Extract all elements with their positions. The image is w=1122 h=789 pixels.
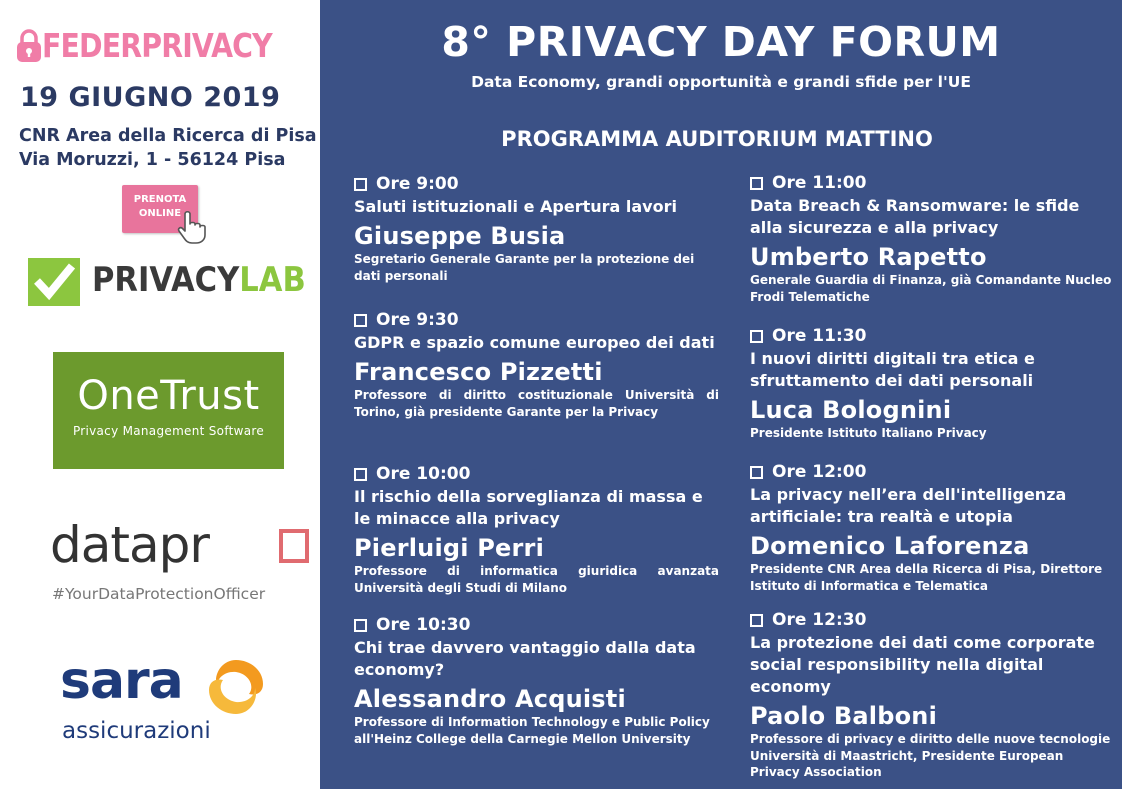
session-time-label: Ore 12:00 — [772, 462, 867, 482]
session-item — [750, 173, 1115, 305]
program-heading: PROGRAMMA AUDITORIUM MATTINO — [501, 127, 933, 151]
checkbox-icon — [354, 619, 367, 632]
session-time-label: Ore 9:00 — [376, 174, 459, 194]
session-item — [750, 462, 1115, 594]
session-time — [750, 462, 1115, 483]
privacylab-logo[interactable] — [28, 254, 306, 308]
session-speaker-role: Generale Guardia di Finanza, già Comandante Nucleo Frodi Telematiche — [750, 273, 1112, 304]
event-date: 19 GIUGNO 2019 — [20, 82, 281, 113]
session-time — [354, 615, 719, 636]
session-time — [354, 464, 719, 485]
federprivacy-logo[interactable] — [14, 24, 310, 68]
session-time — [750, 610, 1115, 631]
privacylab-part1: PRIVACY — [92, 260, 240, 300]
checkbox-icon — [750, 177, 763, 190]
event-venue — [19, 124, 317, 172]
datapro-wordmark: datapr — [50, 516, 209, 574]
session-topic: GDPR e spazio comune europeo dei dati — [354, 333, 715, 352]
session-item — [354, 615, 719, 747]
datapro-frame-icon — [279, 529, 309, 563]
session-time-label: Ore 10:00 — [376, 464, 471, 484]
checkbox-icon — [354, 468, 367, 481]
session-speaker-role: Segretario Generale Garante per la protezione dei dati personali — [354, 252, 695, 283]
forum-title: 8° PRIVACY DAY FORUM — [441, 18, 1001, 66]
session-time — [750, 326, 1115, 347]
privacylab-wordmark — [92, 260, 306, 300]
session-speaker-role: Professore di diritto costituzionale Università di Torino, già presidente Garante per la Privacy — [354, 388, 719, 419]
federprivacy-wordmark: FEDERPRIVACY — [42, 26, 272, 65]
session-time-label: Ore 10:30 — [376, 615, 471, 635]
venue-line-1: CNR Area della Ricerca di Pisa — [19, 126, 317, 146]
session-speaker: Paolo Balboni — [750, 702, 937, 730]
lock-icon — [14, 28, 44, 64]
session-topic: La protezione dei dati come corporate social responsibility nella digital economy — [750, 633, 1095, 696]
session-time-label: Ore 11:30 — [772, 326, 867, 346]
online-label: ONLINE — [138, 208, 182, 219]
session-time-label: Ore 11:00 — [772, 173, 867, 193]
onetrust-title: OneTrust — [77, 373, 260, 419]
session-topic: La privacy nell’era dell'intelligenza artificiale: tra realtà e utopia — [750, 485, 1067, 526]
session-speaker-role: Presidente CNR Area della Ricerca di Pisa, Direttore Istituto di Informatica e Telematica — [750, 562, 1103, 593]
onetrust-logo[interactable] — [53, 352, 284, 469]
prenota-label: PRENOTA — [133, 194, 187, 205]
venue-line-2: Via Moruzzi, 1 - 56124 Pisa — [19, 150, 286, 170]
checkbox-icon — [354, 314, 367, 327]
session-topic: Chi trae davvero vantaggio dalla data economy? — [354, 638, 696, 679]
session-item — [354, 174, 719, 284]
session-item — [354, 464, 719, 596]
session-speaker-role: Professore di informatica giuridica avanzata Università degli Studi di Milano — [354, 564, 719, 595]
sara-wordmark: sara — [60, 651, 183, 711]
session-time — [354, 174, 719, 195]
session-time-label: Ore 12:30 — [772, 610, 867, 630]
program-panel — [320, 0, 1122, 789]
session-topic: Data Breach & Ransomware: le sfide alla sicurezza e alla privacy — [750, 196, 1080, 237]
session-topic: Il rischio della sorveglianza di massa e le minacce alla privacy — [354, 487, 703, 528]
session-speaker: Giuseppe Busia — [354, 222, 566, 250]
sara-logo[interactable] — [60, 650, 280, 750]
session-topic: Saluti istituzionali e Apertura lavori — [354, 197, 677, 216]
sara-subtitle: assicurazioni — [62, 718, 211, 744]
session-item — [354, 310, 719, 420]
onetrust-subtitle: Privacy Management Software — [72, 424, 265, 438]
session-speaker: Pierluigi Perri — [354, 534, 544, 562]
session-time — [354, 310, 719, 331]
privacylab-part2: LAB — [239, 260, 306, 300]
pointing-hand-icon — [175, 210, 209, 244]
session-speaker-role: Professore di Information Technology e Public Policy all'Heinz College della Carnegie Mellon University — [354, 715, 710, 746]
session-speaker: Domenico Laforenza — [750, 532, 1030, 560]
checkbox-icon — [750, 330, 763, 343]
session-speaker: Umberto Rapetto — [750, 243, 987, 271]
check-icon — [28, 256, 82, 308]
checkbox-icon — [354, 178, 367, 191]
session-speaker: Luca Bolognini — [750, 396, 952, 424]
session-speaker-role: Professore di privacy e diritto delle nuove tecnologie Università di Maastricht, Presidente European Privacy Association — [750, 732, 1111, 779]
datapro-logo[interactable] — [50, 515, 300, 610]
sara-swirl-icon — [205, 656, 267, 718]
datapro-tagline: #YourDataProtectionOfficer — [52, 585, 266, 603]
session-time — [750, 173, 1115, 194]
sidebar — [0, 0, 318, 789]
checkbox-icon — [750, 614, 763, 627]
session-topic: I nuovi diritti digitali tra etica e sfruttamento dei dati personali — [750, 349, 1035, 390]
session-speaker: Alessandro Acquisti — [354, 685, 626, 713]
session-speaker-role: Presidente Istituto Italiano Privacy — [750, 426, 987, 440]
checkbox-icon — [750, 466, 763, 479]
session-time-label: Ore 9:30 — [376, 310, 459, 330]
session-item — [750, 326, 1115, 442]
session-item — [750, 610, 1115, 781]
forum-subtitle: Data Economy, grandi opportunità e grandi sfide per l'UE — [471, 73, 971, 91]
session-speaker: Francesco Pizzetti — [354, 358, 603, 386]
